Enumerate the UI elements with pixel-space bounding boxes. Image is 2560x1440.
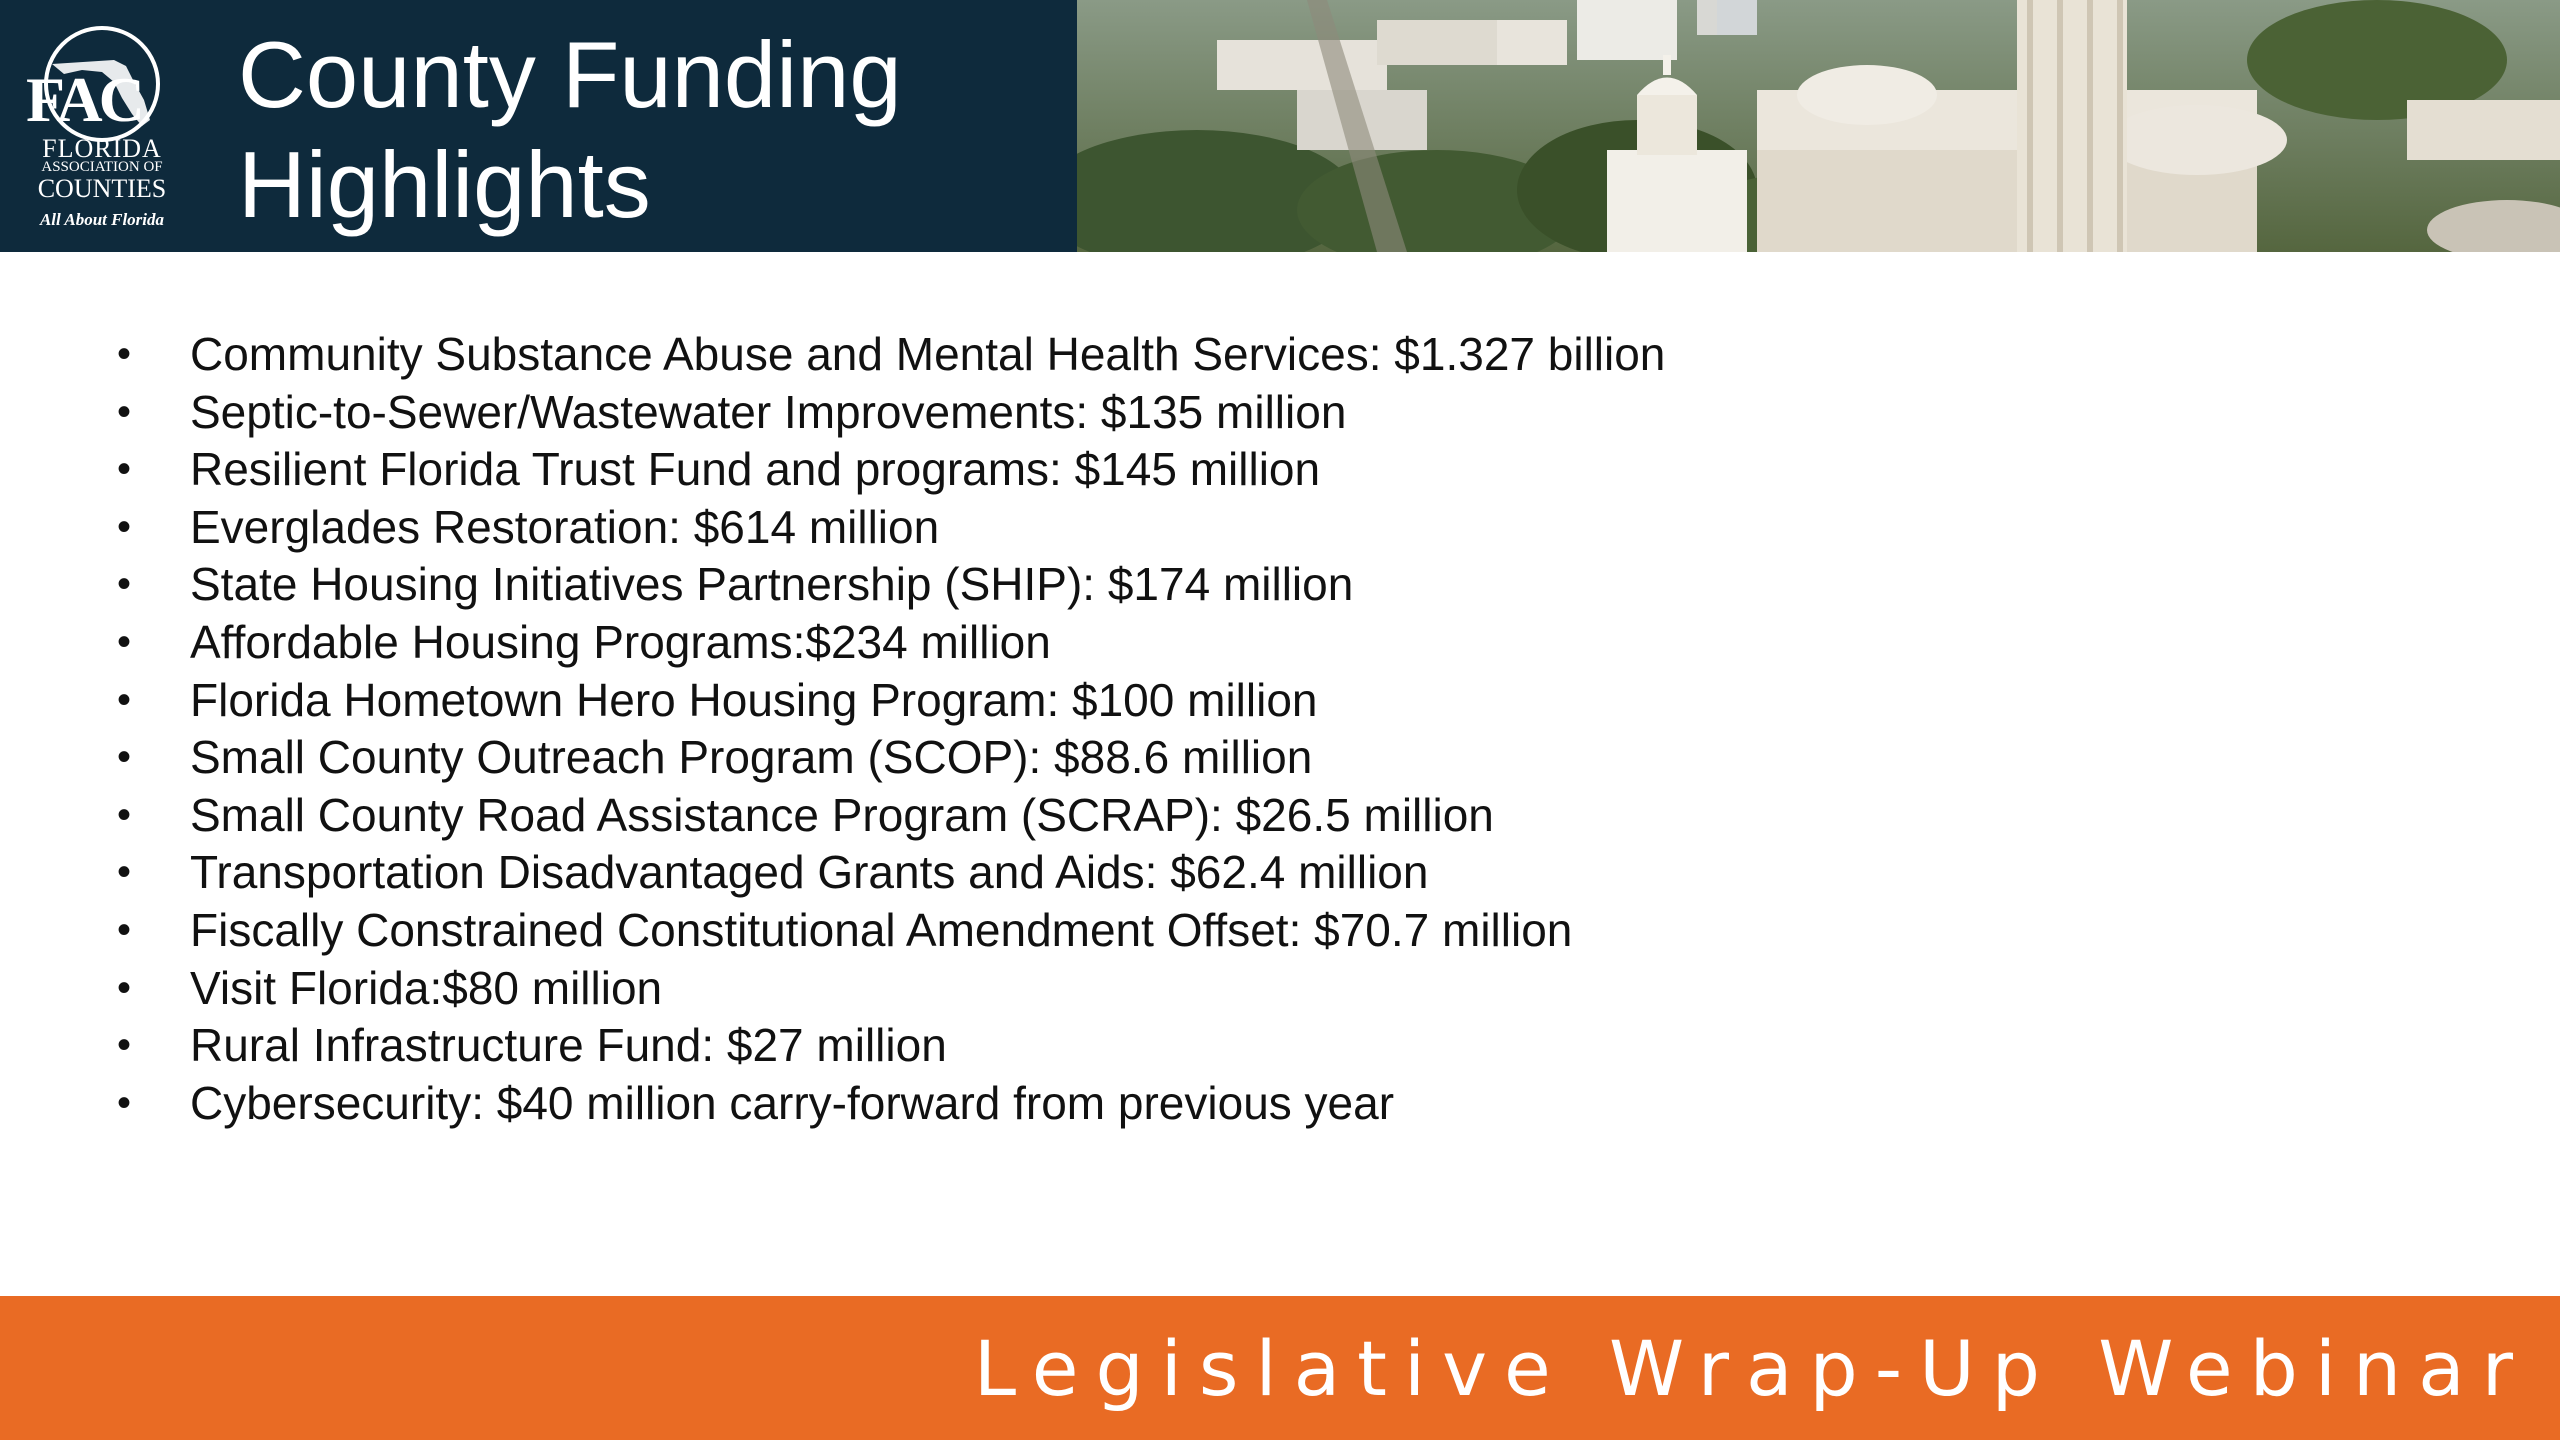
list-item — [110, 1075, 2410, 1133]
capitol-skyline-image — [1077, 0, 2560, 252]
list-item — [110, 729, 2410, 787]
list-item-text: Affordable Housing Programs:$234 million — [190, 615, 1051, 668]
slide-title — [238, 20, 902, 240]
logo-abbreviation: FAC — [26, 64, 141, 135]
logo-line-florida: FLORIDA — [42, 134, 162, 163]
list-item-text: Everglades Restoration: $614 million — [190, 500, 940, 553]
bullet-icon: • — [117, 850, 132, 895]
list-item — [110, 1017, 2410, 1075]
bullet-icon: • — [117, 1080, 132, 1125]
slide-title-line2: Highlights — [238, 132, 651, 237]
bullet-icon: • — [117, 332, 132, 376]
list-item — [110, 902, 2410, 960]
logo-line-counties: COUNTIES — [37, 174, 167, 203]
webinar-title: Legislative Wrap-Up Webinar — [973, 1324, 2530, 1413]
bullet-icon: • — [117, 504, 132, 549]
bullet-icon: • — [117, 677, 132, 722]
slide-title-line1: County Funding — [238, 22, 902, 127]
bullet-icon: • — [117, 907, 132, 952]
logo-line-association: ASSOCIATION OF — [41, 159, 163, 175]
list-item-text: Septic-to-Sewer/Wastewater Improvements: $135 million — [190, 385, 1347, 438]
list-item — [110, 787, 2410, 845]
list-item-text: Small County Road Assistance Program (SCRAP): $26.5 million — [190, 788, 1494, 841]
list-item — [110, 384, 2410, 442]
list-item-text: Fiscally Constrained Constitutional Amendment Offset: $70.7 million — [190, 903, 1573, 956]
list-item — [110, 326, 2410, 384]
footer-band — [0, 1296, 2560, 1440]
bullet-icon: • — [117, 965, 132, 1010]
list-item-text: Resilient Florida Trust Fund and programs: $145 million — [190, 443, 1321, 496]
list-item-text: Cybersecurity: $40 million carry-forward from previous year — [190, 1076, 1395, 1129]
list-item — [110, 556, 2410, 614]
list-item-text: Visit Florida:$80 million — [190, 961, 663, 1014]
bullet-icon: • — [117, 1023, 132, 1068]
title-panel — [0, 0, 1077, 252]
list-item — [110, 672, 2410, 730]
logo-tagline: All About Florida — [39, 210, 165, 229]
bullet-icon: • — [117, 389, 132, 434]
fac-logo — [22, 22, 192, 234]
list-item-text: Small County Outreach Program (SCOP): $88.6 million — [190, 731, 1313, 784]
list-item-text: Florida Hometown Hero Housing Program: $100 million — [190, 673, 1318, 726]
bullet-icon: • — [117, 619, 132, 664]
highlights-list — [110, 326, 2410, 1132]
bullet-icon: • — [117, 792, 132, 837]
list-item — [110, 960, 2410, 1018]
list-item-text: State Housing Initiatives Partnership (SHIP): $174 million — [190, 558, 1354, 611]
capitol-aerial-photo — [1077, 0, 2560, 252]
list-item-text: Transportation Disadvantaged Grants and Aids: $62.4 million — [190, 846, 1429, 899]
bullet-icon: • — [117, 447, 132, 492]
bullet-icon: • — [117, 735, 132, 780]
list-item — [110, 441, 2410, 499]
list-item — [110, 614, 2410, 672]
list-item-text: Community Substance Abuse and Mental Health Services: $1.327 billion — [190, 328, 1666, 380]
list-item-text: Rural Infrastructure Fund: $27 million — [190, 1019, 947, 1072]
list-item — [110, 499, 2410, 557]
funding-highlights — [110, 326, 2410, 1132]
bullet-icon: • — [117, 562, 132, 607]
list-item — [110, 844, 2410, 902]
header-band — [0, 0, 2560, 252]
